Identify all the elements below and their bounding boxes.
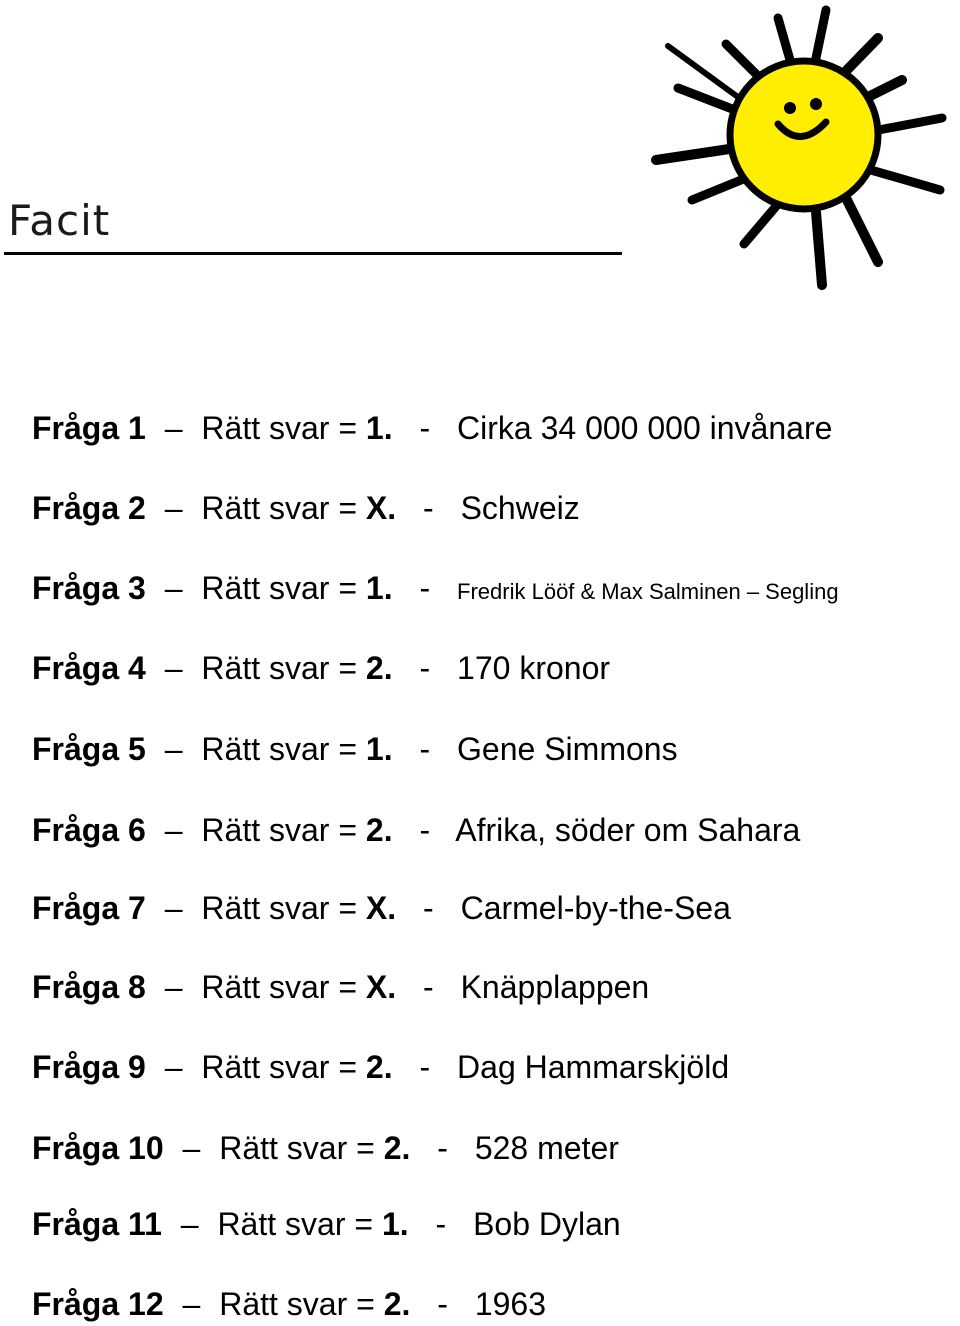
- separator: -: [419, 812, 431, 848]
- en-dash: –: [164, 650, 183, 686]
- question-label: Fråga: [32, 490, 120, 526]
- answer-row-1: [32, 406, 832, 450]
- question-label: Fråga: [32, 731, 120, 767]
- answer-text: 170 kronor: [457, 650, 611, 686]
- separator: -: [419, 650, 431, 686]
- answer-text: Schweiz: [460, 490, 580, 526]
- separator: -: [419, 731, 431, 767]
- answer-text: 1963: [474, 1286, 547, 1322]
- correct-answer-value: 1.: [381, 1206, 409, 1242]
- smiling-sun-icon: [640, 0, 960, 295]
- answer-text: Bob Dylan: [473, 1206, 621, 1242]
- correct-answer-value: 2.: [365, 812, 393, 848]
- separator: -: [435, 1206, 447, 1242]
- correct-answer-value: 1.: [365, 410, 393, 446]
- correct-answer-label: Rätt svar =: [219, 1130, 375, 1166]
- correct-answer-value: 2.: [365, 1049, 393, 1085]
- correct-answer-label: Rätt svar =: [201, 570, 358, 606]
- question-number: 10: [128, 1130, 164, 1166]
- en-dash: –: [164, 731, 183, 767]
- answer-text: Carmel-by-the-Sea: [460, 890, 731, 926]
- question-label: Fråga: [32, 650, 120, 686]
- separator: -: [437, 1286, 448, 1322]
- correct-answer-label: Rätt svar =: [201, 1049, 358, 1085]
- en-dash: –: [182, 1286, 201, 1322]
- question-label: Fråga: [32, 410, 120, 446]
- correct-answer-value: 1.: [365, 731, 393, 767]
- correct-answer-label: Rätt svar =: [201, 731, 358, 767]
- answer-row-5: [32, 727, 678, 771]
- correct-answer-value: X.: [365, 969, 397, 1005]
- en-dash: –: [164, 410, 183, 446]
- answer-row-11: [32, 1202, 621, 1246]
- question-number: 9: [128, 1049, 146, 1085]
- correct-answer-value: 2.: [383, 1286, 411, 1322]
- en-dash: –: [164, 969, 183, 1005]
- title-underline: [4, 252, 622, 255]
- answer-text: Cirka 34 000 000 invånare: [457, 410, 833, 446]
- question-label: Fråga: [32, 1049, 120, 1085]
- question-number: 11: [128, 1206, 162, 1242]
- answer-text: Fredrik Lööf & Max Salminen – Segling: [457, 579, 839, 604]
- separator: -: [423, 890, 434, 926]
- correct-answer-label: Rätt svar =: [217, 1206, 374, 1242]
- answer-row-9: [32, 1045, 729, 1089]
- en-dash: –: [164, 570, 183, 606]
- answer-row-2: [32, 486, 580, 530]
- en-dash: –: [164, 490, 183, 526]
- answer-row-4: [32, 646, 610, 690]
- separator: -: [423, 490, 434, 526]
- separator: -: [419, 570, 431, 606]
- answer-row-8: [32, 965, 649, 1009]
- question-label: Fråga: [32, 812, 120, 848]
- question-number: 5: [128, 731, 146, 767]
- separator: -: [423, 969, 434, 1005]
- en-dash: –: [164, 1049, 183, 1085]
- page-title: Facit: [8, 196, 111, 245]
- correct-answer-value: 2.: [365, 650, 393, 686]
- correct-answer-label: Rätt svar =: [201, 410, 358, 446]
- correct-answer-value: 2.: [383, 1130, 411, 1166]
- answer-text: 528 meter: [474, 1130, 619, 1166]
- en-dash: –: [164, 890, 183, 926]
- correct-answer-label: Rätt svar =: [201, 650, 358, 686]
- question-number: 4: [128, 650, 146, 686]
- question-label: Fråga: [32, 1206, 120, 1242]
- answer-row-10: [32, 1126, 619, 1170]
- question-label: Fråga: [32, 1130, 120, 1166]
- answer-text: Afrika, söder om Sahara: [455, 812, 801, 848]
- separator: -: [419, 1049, 431, 1085]
- correct-answer-value: X.: [365, 490, 397, 526]
- en-dash: –: [180, 1206, 199, 1242]
- correct-answer-value: X.: [365, 890, 397, 926]
- separator: -: [419, 410, 431, 446]
- correct-answer-label: Rätt svar =: [201, 969, 358, 1005]
- question-number: 3: [128, 570, 146, 606]
- correct-answer-label: Rätt svar =: [201, 890, 358, 926]
- question-label: Fråga: [32, 890, 120, 926]
- question-number: 12: [128, 1286, 164, 1322]
- question-number: 6: [128, 812, 146, 848]
- answer-row-3: [32, 566, 839, 610]
- question-label: Fråga: [32, 969, 120, 1005]
- answer-row-12: [32, 1282, 546, 1326]
- en-dash: –: [182, 1130, 201, 1166]
- question-number: 8: [128, 969, 146, 1005]
- answer-row-7: [32, 886, 731, 930]
- answer-text: Dag Hammarskjöld: [457, 1049, 730, 1085]
- answer-text: Knäpplappen: [460, 969, 650, 1005]
- question-label: Fråga: [32, 570, 120, 606]
- separator: -: [437, 1130, 448, 1166]
- correct-answer-label: Rätt svar =: [201, 490, 358, 526]
- answer-row-6: [32, 808, 800, 852]
- correct-answer-label: Rätt svar =: [219, 1286, 375, 1322]
- en-dash: –: [164, 812, 183, 848]
- question-label: Fråga: [32, 1286, 120, 1322]
- question-number: 1: [128, 410, 146, 446]
- correct-answer-label: Rätt svar =: [201, 812, 358, 848]
- answer-text: Gene Simmons: [457, 731, 678, 767]
- correct-answer-value: 1.: [365, 570, 393, 606]
- question-number: 2: [128, 490, 146, 526]
- question-number: 7: [128, 890, 146, 926]
